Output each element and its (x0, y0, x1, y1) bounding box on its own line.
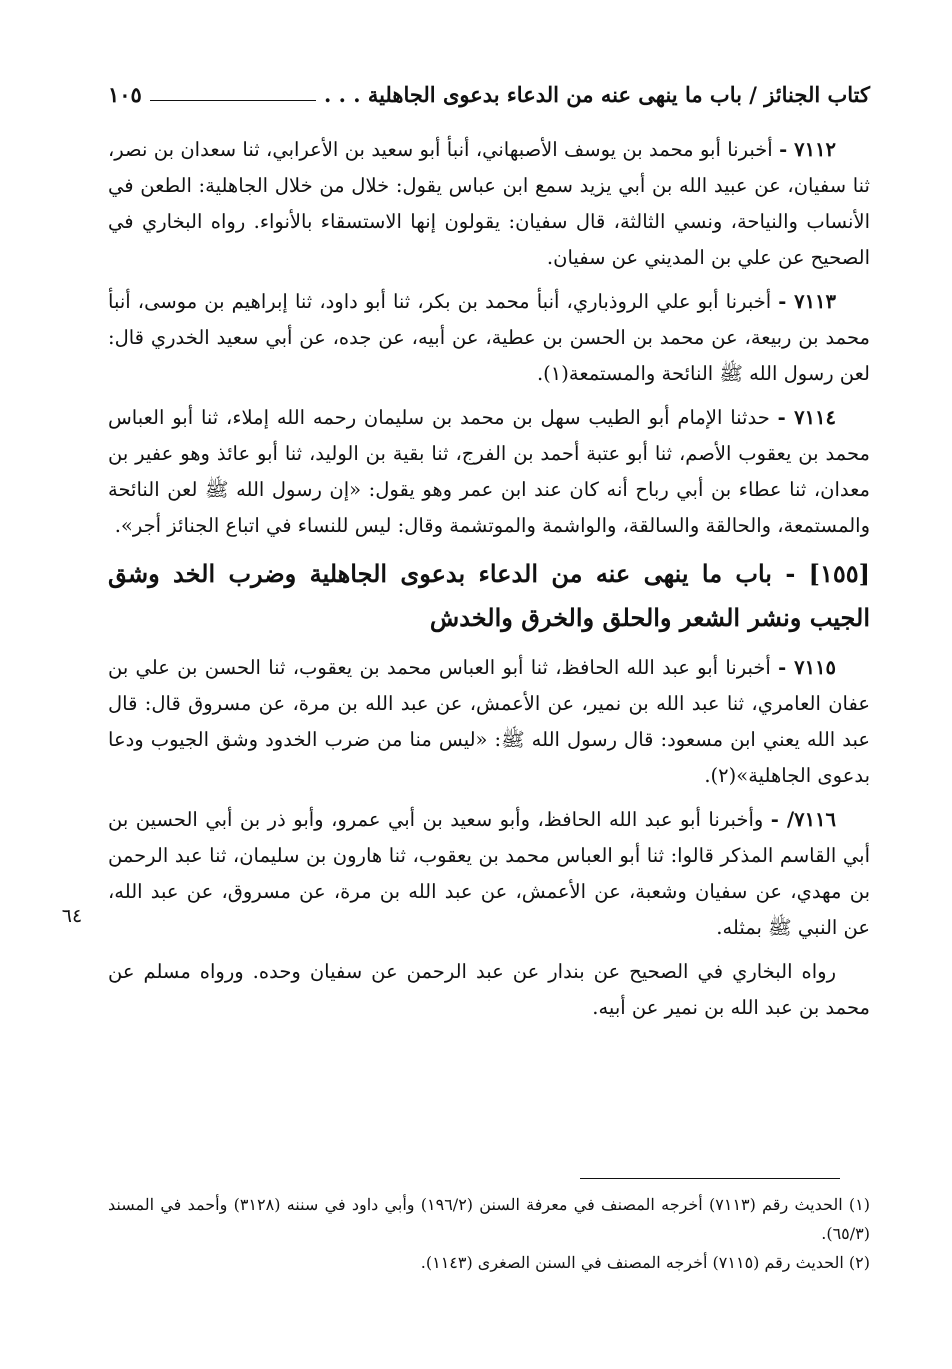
hadith-paragraph (108, 802, 870, 946)
chapter-title: باب ما ينهى عنه من الدعاء بدعوى الجاهلية وضرب الخد وشق الجيب ونشر الشعر والحلق والخرق والخدش (108, 559, 870, 632)
hadith-text: حدثنا الإمام أبو الطيب سهل بن محمد بن سليمان رحمه الله إملاء، ثنا أبو العباس محمد بن يعقوب الأصم، ثنا أبو عتبة أحمد بن الفرج، ثنا بقية بن الوليد، ثنا أبو عائذ وهو عفير بن معدان، ثنا عطاء بن أبي رباح أنه كان عند ابن عمر وهو يقول: «إن رسول الله ﷺ لعن النائحة والمستمعة، والحالقة والسالقة، والواشمة والموتشمة وقال: ليس للنساء في اتباع الجنائز أجر». (108, 406, 870, 537)
hadith-text: أخبرنا أبو عبد الله الحافظ، ثنا أبو العباس محمد بن يعقوب، ثنا الحسن بن علي بن عفان العامري، ثنا عبد الله بن نمير، عن الأعمش، عن عبد الله بن مرة، عن مسروق قال: قال عبد الله يعني ابن مسعود: قال رسول الله ﷺ: «ليس منا من ضرب الخدود وشق الجيوب ودعا بدعوى الجاهلية»(٢). (108, 656, 870, 787)
footnote-rule (580, 1178, 840, 1179)
header-rule (150, 100, 316, 101)
hadith-paragraph (108, 132, 870, 276)
hadith-text: أخبرنا أبو علي الروذباري، أنبأ محمد بن بكر، ثنا أبو داود، ثنا إبراهيم بن موسى، أنبأ محمد بن ربيعة، عن محمد بن الحسن بن عطية، عن أبيه، عن جده، عن أبي سعيد الخدري قال: لعن رسول الله ﷺ النائحة والمستمعة(١). (108, 290, 870, 385)
hadith-paragraph (108, 284, 870, 392)
running-header (108, 74, 870, 114)
hadith-number: ٧١١٢ - (779, 138, 837, 161)
hadith-text: وأخبرنا أبو عبد الله الحافظ، وأبو سعيد بن أبي عمرو، وأبو ذر بن أبي الحسين بن أبي القاسم المذكر قالوا: ثنا أبو العباس محمد بن يعقوب، ثنا هارون بن سليمان، ثنا عبد الرحمن بن مهدي، عن سفيان وشعبة، عن الأعمش، عن عبد الله بن مرة، عن مسروق، عن عبد الله، عن النبي ﷺ بمثله. (108, 808, 870, 939)
chapter-number: [١٥٥] - (785, 559, 871, 588)
main-text (108, 132, 870, 1034)
hadith-paragraph (108, 400, 870, 544)
commentary-paragraph (108, 954, 870, 1026)
footnote: (١) الحديث رقم (٧١١٣) أخرجه المصنف في معرفة السنن (١٩٦/٢) وأبي داود في سننه (٣١٢٨) وأحمد في المسند (٦٥/٣). (108, 1195, 871, 1243)
footnotes (108, 1190, 870, 1277)
commentary-text: رواه البخاري في الصحيح عن بندار عن عبد الرحمن عن سفيان وحده. ورواه مسلم عن محمد بن عبد الله بن نمير عن أبيه. (108, 960, 870, 1019)
chapter-heading (108, 552, 870, 640)
hadith-number: ٧١١٥ - (778, 656, 837, 679)
footnote: (٢) الحديث رقم (٧١١٥) أخرجه المصنف في السنن الصغرى (١١٤٣). (420, 1253, 870, 1272)
hadith-text: أخبرنا أبو محمد بن يوسف الأصبهاني، أنبأ أبو سعيد بن الأعرابي، ثنا سعدان بن نصر، ثنا سفيان، عن عبيد الله بن أبي يزيد سمع ابن عباس يقول: خلال من خلال الجاهلية: الطعن في الأنساب والنياحة، ونسي الثالثة، قال سفيان: يقولون إنها الاستسقاء بالأنواء. رواه البخاري في الصحيح عن علي بن المديني عن سفيان. (108, 138, 870, 269)
hadith-number: ٧١١٦/ - (770, 808, 836, 831)
hadith-number: ٧١١٤ - (777, 406, 837, 429)
manuscript-folio-note: ٦٤ (61, 905, 83, 927)
hadith-paragraph (108, 650, 870, 794)
page-number: ١٠٥ (108, 81, 142, 107)
header-title: كتاب الجنائز / باب ما ينهى عنه من الدعاء بدعوى الجاهلية . . . (323, 81, 870, 107)
hadith-number: ٧١١٣ - (778, 290, 836, 313)
